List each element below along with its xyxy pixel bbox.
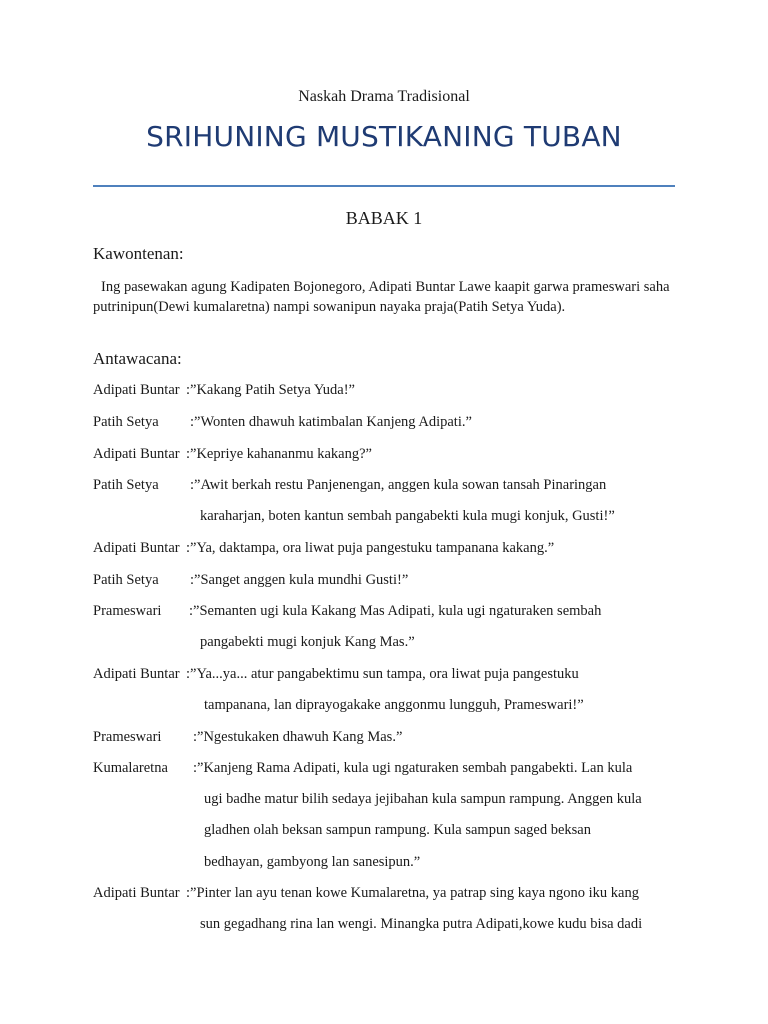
dialogue-line: :”Awit berkah restu Panjenengan, anggen kula sowan tansah Pinaringan xyxy=(190,477,607,493)
dialogue-line: :”Ya, daktampa, ora liwat puja pangestuku tampanana kakang.” xyxy=(186,540,555,556)
dialogue-speaker: Adipati Buntar xyxy=(93,885,180,901)
dialogue-speaker: Adipati Buntar xyxy=(93,446,180,462)
kawontenan-heading: Kawontenan: xyxy=(93,244,184,263)
dialogue-speaker: Patih Setya xyxy=(93,414,159,430)
antawacana-heading: Antawacana: xyxy=(93,349,182,368)
dialogue-line: :”Kepriye kahananmu kakang?” xyxy=(186,446,372,462)
dialogue-continuation: sun gegadhang rina lan wengi. Minangka putra Adipati,kowe kudu bisa dadi xyxy=(200,916,643,932)
title-divider xyxy=(93,185,675,187)
dialogue-line: :”Pinter lan ayu tenan kowe Kumalaretna, ya patrap sing kaya ngono iku kang xyxy=(186,885,639,901)
dialogue-continuation: pangabekti mugi konjuk Kang Mas.” xyxy=(200,634,415,650)
document-title: SRIHUNING MUSTIKANING TUBAN xyxy=(146,120,622,153)
dialogue-speaker: Adipati Buntar xyxy=(93,540,180,556)
dialogue-continuation: karaharjan, boten kantun sembah pangabekti kula mugi konjuk, Gusti!” xyxy=(200,508,615,524)
dialogue-line: :”Ya...ya... atur pangabektimu sun tampa, ora liwat puja pangestuku xyxy=(186,666,579,682)
dialogue-speaker: Adipati Buntar xyxy=(93,382,180,398)
dialogue-line: :”Sanget anggen kula mundhi Gusti!” xyxy=(190,572,409,588)
dialogue-speaker: Kumalaretna xyxy=(93,760,168,776)
dialogue-speaker: Patih Setya xyxy=(93,477,159,493)
dialogue-line: :”Wonten dhawuh katimbalan Kanjeng Adipati.” xyxy=(190,414,472,430)
dialogue-line: :”Semanten ugi kula Kakang Mas Adipati, kula ugi ngaturaken sembah xyxy=(189,603,602,619)
dialogue-continuation: gladhen olah beksan sampun rampung. Kula sampun saged beksan xyxy=(204,822,591,838)
kawontenan-paragraph: Ing pasewakan agung Kadipaten Bojonegoro, Adipati Buntar Lawe kaapit garwa prameswari saha putrinipun(Dewi kumalaretna) nampi sowanipun nayaka praja(Patih Setya Yuda). xyxy=(93,279,670,315)
dialogue-speaker: Prameswari xyxy=(93,603,162,619)
dialogue-line: :”Ngestukaken dhawuh Kang Mas.” xyxy=(193,729,403,745)
dialogue-continuation: bedhayan, gambyong lan sanesipun.” xyxy=(204,854,421,870)
dialogue-speaker: Patih Setya xyxy=(93,572,159,588)
dialogue-speaker: Adipati Buntar xyxy=(93,666,180,682)
dialogue-line: :”Kanjeng Rama Adipati, kula ugi ngaturaken sembah pangabekti. Lan kula xyxy=(193,760,633,776)
dialogue-continuation: ugi badhe matur bilih sedaya jejibahan kula sampun rampung. Anggen kula xyxy=(204,791,642,807)
dialogue-line: :”Kakang Patih Setya Yuda!” xyxy=(186,382,355,398)
dialogue-speaker: Prameswari xyxy=(93,729,162,745)
dialogue-continuation: tampanana, lan diprayogakake anggonmu lungguh, Prameswari!” xyxy=(204,697,584,713)
act-heading: BABAK 1 xyxy=(345,208,423,228)
document-subtitle: Naskah Drama Tradisional xyxy=(298,88,470,105)
